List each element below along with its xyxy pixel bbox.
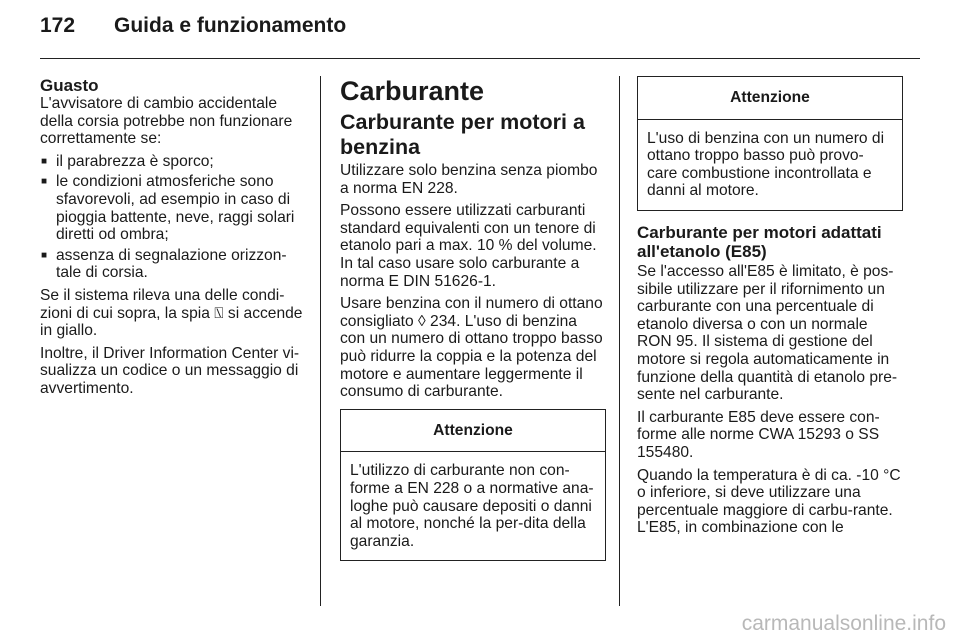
warning-title: Attenzione (638, 77, 902, 120)
paragraph: Possono essere utilizzati carburanti standard equivalenti con un tenore di etanolo pari a max. 10 % del volume. In tal caso usare solo carburante a norma E DIN 51626-1. (340, 202, 597, 290)
column-2 (340, 76, 606, 573)
column-divider-1 (320, 76, 321, 606)
list-item: ■ il parabrezza è sporco; (40, 153, 306, 171)
dic-paragraph: Inoltre, il Driver Information Center vi-sualizza un codice o un messaggio di avvertimento. (40, 344, 300, 397)
intro-paragraph: L'avvisatore di cambio accidentale della corsia potrebbe non funzionare correttamente se: (40, 95, 293, 148)
paragraph-text: Se il sistema rileva una delle condi-zioni di cui sopra, la spia (40, 286, 285, 322)
subsection-title-e85: Carburante per motori adattati all'etanolo (E85) (637, 222, 882, 261)
list-item: ■ le condizioni atmosferiche sono sfavorevoli, ad esempio in caso di pioggia battente, neve, raggi solari diretti od ombra; (40, 173, 306, 243)
lane-departure-icon: ⍂ (214, 304, 224, 322)
fault-conditions-list (40, 153, 306, 282)
paragraph: Usare benzina con il numero di ottano consigliato ◊ 234. L'uso di benzina con un numero di ottano troppo basso può ridurre la coppia e la potenza del motore e aumentare leggermente il consumo di carburante. (340, 295, 603, 401)
header-rule (40, 58, 920, 59)
watermark: carmanualsonline.info (741, 612, 946, 635)
page-header (40, 14, 346, 44)
section-title-carburante: Carburante (340, 76, 485, 106)
paragraph: Quando la temperatura è di ca. -10 °C o inferiore, si deve utilizzare una percentuale maggiore di carbu-rante. L'E85, in combinazione con le (637, 466, 901, 537)
subsection-title-benzina: Carburante per motori a benzina (340, 110, 585, 159)
warning-text: L'utilizzo di carburante non con-forme a EN 228 o a normative ana-loghe può causare depositi o danni al motore, nonché la per-dita della garanzia. (350, 462, 594, 550)
warning-light-paragraph (40, 287, 306, 340)
column-divider-2 (619, 76, 620, 606)
warning-text: L'uso di benzina con un numero di ottano troppo basso può provo-care combustione incontrollata e danni al motore. (647, 129, 885, 200)
paragraph-text: si accende in giallo. (40, 304, 303, 340)
chapter-title: Guida e funzionamento (114, 14, 347, 37)
column-1 (40, 76, 306, 403)
list-item: ■ assenza di segnalazione orizzon-tale di corsia. (40, 247, 306, 282)
warning-title: Attenzione (341, 410, 605, 453)
paragraph: Il carburante E85 deve essere con-forme alle norme CWA 15293 o SS 155480. (637, 408, 880, 461)
page-number: 172 (40, 14, 76, 37)
column-3 (637, 76, 903, 542)
warning-box (637, 76, 903, 211)
paragraph: Utilizzare solo benzina senza piombo a norma EN 228. (340, 162, 598, 197)
section-heading-guasto: Guasto (40, 76, 99, 95)
paragraph: Se l'accesso all'E85 è limitato, è pos-sibile utilizzare per il rifornimento un carburante con una percentuale di etanolo diversa o con un normale RON 95. Il sistema di gestione del motore si regola automaticamente in funzione della quantità di etanolo pre-sente nel carburante. (637, 262, 898, 404)
warning-box (340, 409, 606, 562)
